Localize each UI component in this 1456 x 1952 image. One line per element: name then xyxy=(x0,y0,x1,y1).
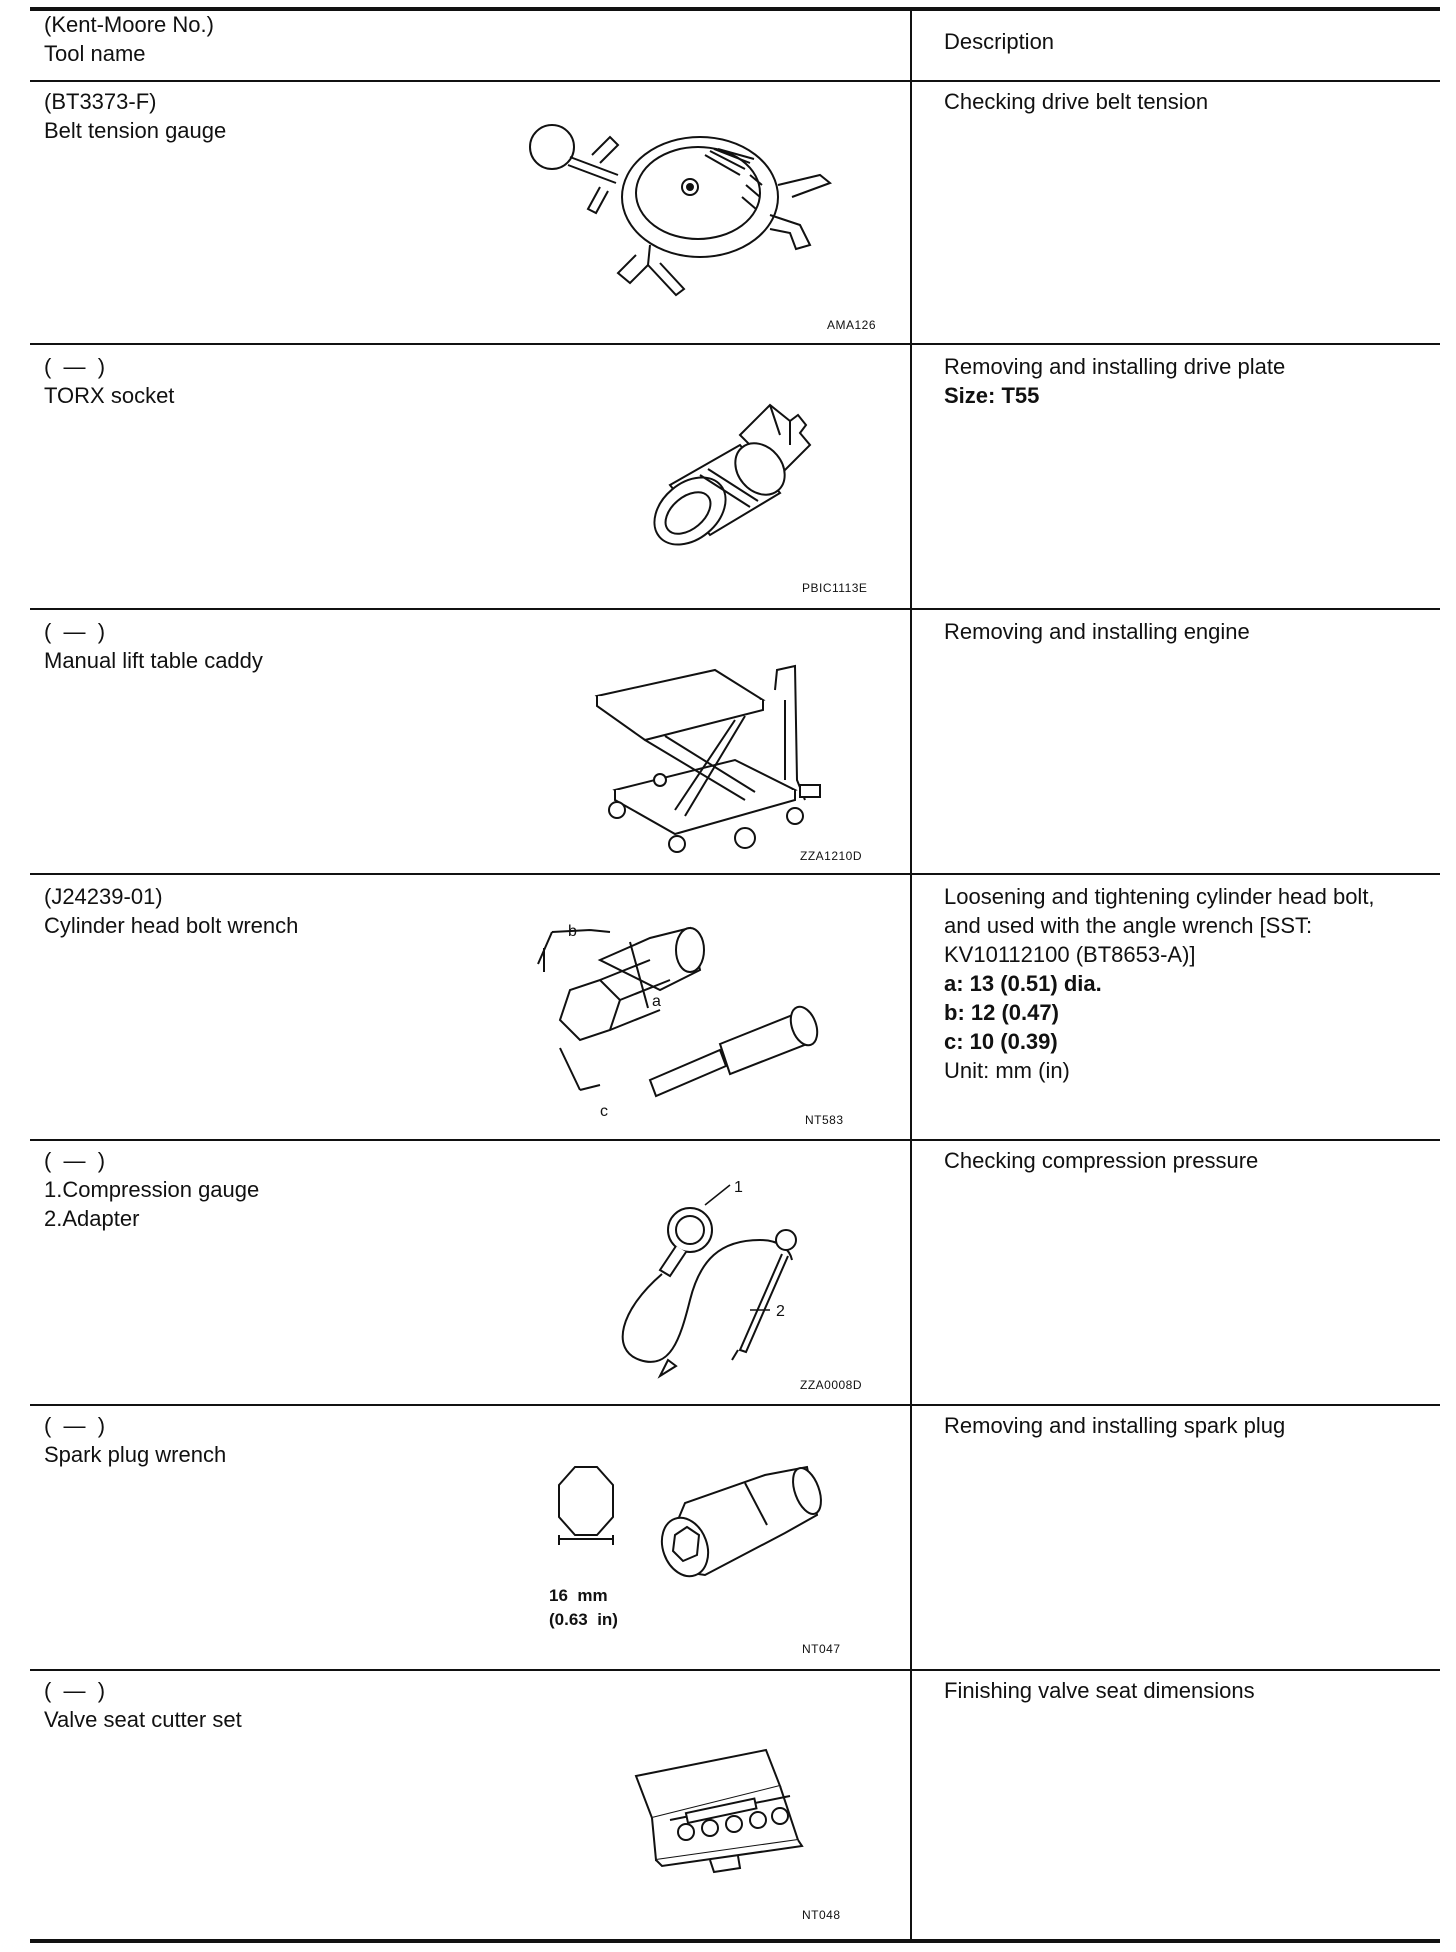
tool-number: (J24239-01) xyxy=(44,884,163,909)
table-row xyxy=(44,882,298,940)
tool-number: (BT3373-F) xyxy=(44,89,157,114)
compression-gauge-illustration xyxy=(610,1180,840,1390)
tool-name: Cylinder head bolt wrench xyxy=(44,913,299,938)
header-description-label: Description xyxy=(944,29,1055,54)
header-tool-column xyxy=(44,10,214,68)
tool-name: Manual lift table caddy xyxy=(44,648,263,673)
tool-description: Removing and installing drive plate Size: T55 xyxy=(944,354,1286,408)
tool-table xyxy=(30,0,1440,1952)
figure-label-1: 1 xyxy=(734,1180,743,1196)
torx-socket-illustration xyxy=(630,375,830,575)
tool-description: Loosening and tightening cylinder head bolt, and used with the angle wrench [SST: KV10112100 (BT8653-A)] a: 13 (0.51) dia. b: 12 (0.47) c: 10 (0.39) Unit: mm (in) xyxy=(944,884,1375,1083)
header-kent-moore-label: (Kent-Moore No.) xyxy=(44,12,214,37)
cylinder-head-bolt-wrench-illustration xyxy=(530,920,900,1120)
table-row xyxy=(44,1411,226,1469)
table-top-rule xyxy=(30,7,1440,11)
table-row xyxy=(44,87,226,145)
tool-description: Checking drive belt tension xyxy=(944,89,1209,114)
table-row xyxy=(44,352,174,410)
spark-plug-wrench-illustration xyxy=(535,1455,905,1645)
figure-label-size-in: (0.63 in) xyxy=(549,1610,618,1629)
row-divider xyxy=(30,343,1440,345)
tool-number: ( — ) xyxy=(44,619,106,644)
header-tool-name-label: Tool name xyxy=(44,41,146,66)
lift-table-caddy-illustration xyxy=(585,660,845,870)
row-divider xyxy=(30,1404,1440,1406)
figure-code: NT583 xyxy=(805,1113,844,1127)
figure-label-c: c xyxy=(600,1103,608,1120)
figure-code: ZZA1210D xyxy=(800,849,863,863)
tool-number: ( — ) xyxy=(44,1678,106,1703)
tool-description: Checking compression pressure xyxy=(944,1148,1259,1173)
tool-name: Valve seat cutter set xyxy=(44,1707,242,1732)
tool-description: Removing and installing engine xyxy=(944,619,1250,644)
tool-name: TORX socket xyxy=(44,383,175,408)
tool-name: 2.Adapter xyxy=(44,1206,140,1231)
table-bottom-rule xyxy=(30,1939,1440,1943)
tool-description: Finishing valve seat dimensions xyxy=(944,1678,1255,1703)
header-divider xyxy=(30,80,1440,82)
row-divider xyxy=(30,873,1440,875)
valve-seat-cutter-set-illustration xyxy=(630,1740,820,1880)
tool-number: ( — ) xyxy=(44,1413,106,1438)
tool-description: Removing and installing spark plug xyxy=(944,1413,1286,1438)
row-divider xyxy=(30,1669,1440,1671)
figure-label-b: b xyxy=(568,923,577,940)
column-divider xyxy=(910,11,912,1939)
tool-number: ( — ) xyxy=(44,1148,106,1173)
row-divider xyxy=(30,1139,1440,1141)
table-row xyxy=(44,617,263,675)
figure-label-a: a xyxy=(652,993,661,1010)
belt-tension-gauge-illustration xyxy=(500,105,870,305)
figure-code: NT047 xyxy=(802,1642,841,1656)
figure-code: NT048 xyxy=(802,1908,841,1922)
tool-name: 1.Compression gauge xyxy=(44,1177,260,1202)
figure-code: PBIC1113E xyxy=(802,581,868,595)
tool-name: Spark plug wrench xyxy=(44,1442,227,1467)
figure-code: ZZA0008D xyxy=(800,1378,863,1392)
row-divider xyxy=(30,608,1440,610)
tool-name: Belt tension gauge xyxy=(44,118,227,143)
table-row xyxy=(44,1146,259,1233)
tool-number: ( — ) xyxy=(44,354,106,379)
figure-label-2: 2 xyxy=(776,1303,785,1320)
table-row xyxy=(44,1676,242,1734)
figure-label-size-mm: 16 mm xyxy=(549,1586,608,1605)
figure-code: AMA126 xyxy=(827,318,877,332)
